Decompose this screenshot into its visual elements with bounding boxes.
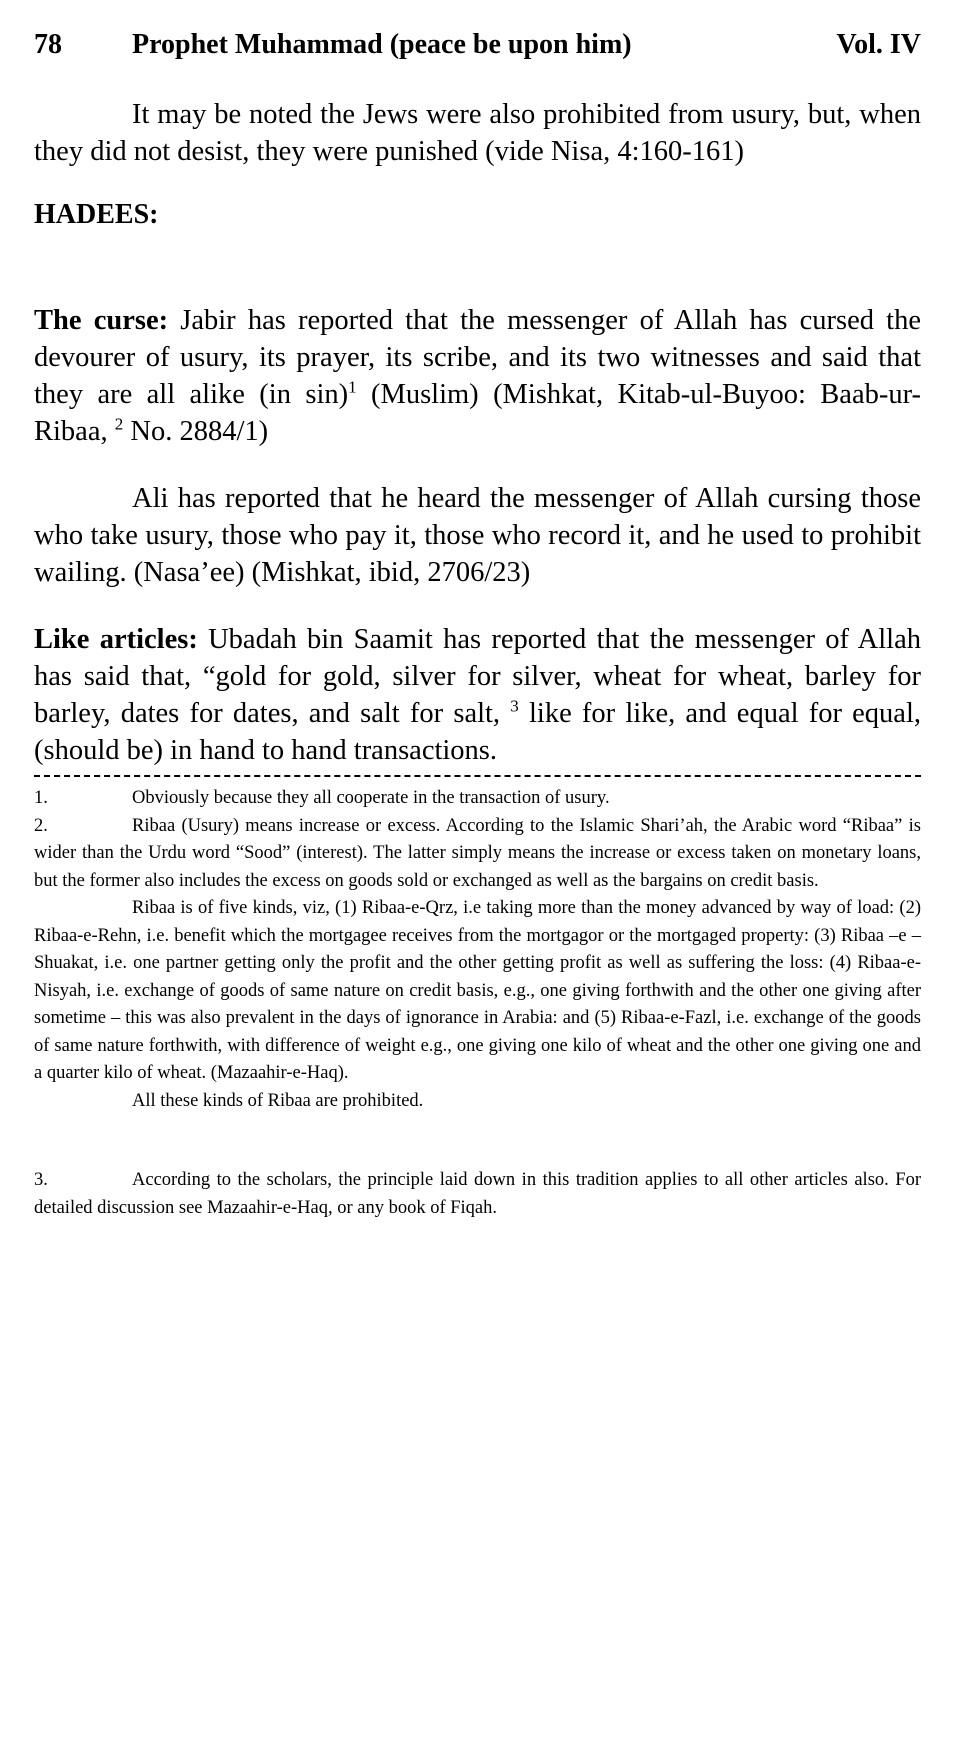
curse-text-1: Jabir has reported that the messenger of Allah has cursed the devourer of usury, its prayer, its scribe, and its two witnesses and said that they are all alike (in sin) [34, 305, 921, 410]
footnote-1 [34, 785, 921, 813]
like-articles-lead: Like articles: [34, 624, 198, 655]
curse-text-3: No. 2884/1) [123, 416, 269, 447]
footnote-2 [34, 813, 921, 896]
footnote-ref-2: 2 [114, 414, 124, 434]
footnote-3-number: 3. [34, 1170, 48, 1190]
volume-label: Vol. IV [836, 29, 921, 60]
footnote-ref-3: 3 [510, 696, 519, 716]
footnote-1-text: Obviously because they all cooperate in the transaction of usury. [132, 788, 610, 808]
section-heading: HADEES: [34, 199, 159, 230]
intro-paragraph: It may be noted the Jews were also prohibited from usury, but, when they did not desist, they were punished (vide Nisa, 4:160-161) [34, 99, 921, 167]
footnote-2-kinds: Ribaa is of five kinds, viz, (1) Ribaa-e-Qrz, i.e taking more than the money advanced by way of load: (2) Ribaa-e-Rehn, i.e. benefit which the mortgagee receives from the mortgagor or the mortgaged property: (3) Ribaa –e –Shuakat, i.e. one partner getting only the profit and the other getting profit as well as suffering the loss: (4) Ribaa-e-Nisyah, i.e. exchange of goods of same nature on credit basis, e.g., one giving forthwith and the other one giving after sometime – this was also prevalent in the days of ignorance in Arabia: and (5) Ribaa-e-Fazl, i.e. exchange of the goods of same nature forthwith, with difference of weight e.g., one giving one kilo of wheat and the other one giving one and a quarter kilo of wheat. (Mazaahir-e-Haq). [34, 898, 921, 1083]
footnote-3-text: According to the scholars, the principle laid down in this tradition applies to all other articles also. For detailed discussion see Mazaahir-e-Haq, or any book of Fiqah. [34, 1170, 921, 1218]
footnote-2-text: Ribaa (Usury) means increase or excess. According to the Islamic Shari’ah, the Arabic word “Ribaa” is wider than the Urdu word “Sood” (interest). The latter simply means the increase or excess taken on monetary loans, but the former also includes the excess on goods sold or exchanged as well as the bargains on credit basis. [34, 815, 921, 891]
footnote-2-prohibited: All these kinds of Ribaa are prohibited. [132, 1090, 424, 1111]
like-articles-paragraph [34, 621, 921, 769]
footnote-divider [34, 775, 921, 777]
header-left [34, 28, 632, 62]
curse-text-2: (Muslim) (Mishkat, Kitab-ul-Buyoo: Baab-ur-Ribaa, [34, 379, 921, 447]
like-articles-text-1: Ubadah bin Saamit has reported that the messenger of Allah has said that, “gold for gold, silver for silver, wheat for wheat, barley for barley, dates for dates, and salt for salt, [34, 624, 921, 729]
curse-paragraph [34, 302, 921, 450]
footnote-2-number: 2. [34, 815, 48, 836]
book-title: Prophet Muhammad (peace be upon him) [132, 29, 632, 60]
footnote-1-number: 1. [34, 788, 48, 808]
footnotes [34, 785, 921, 1222]
footnote-3 [34, 1167, 921, 1222]
ali-paragraph: Ali has reported that he heard the messenger of Allah cursing those who take usury, those who pay it, those who record it, and he used to prohibit wailing. (Nasa’ee) (Mishkat, ibid, 2706/23) [34, 483, 921, 588]
like-articles-text-2: like for like, and equal for equal, (should be) in hand to hand transactions. [34, 698, 921, 766]
footnote-ref-1: 1 [348, 377, 357, 397]
curse-lead: The curse: [34, 305, 169, 336]
page-number: 78 [34, 29, 62, 60]
running-header [34, 28, 921, 62]
book-page [34, 28, 921, 1222]
